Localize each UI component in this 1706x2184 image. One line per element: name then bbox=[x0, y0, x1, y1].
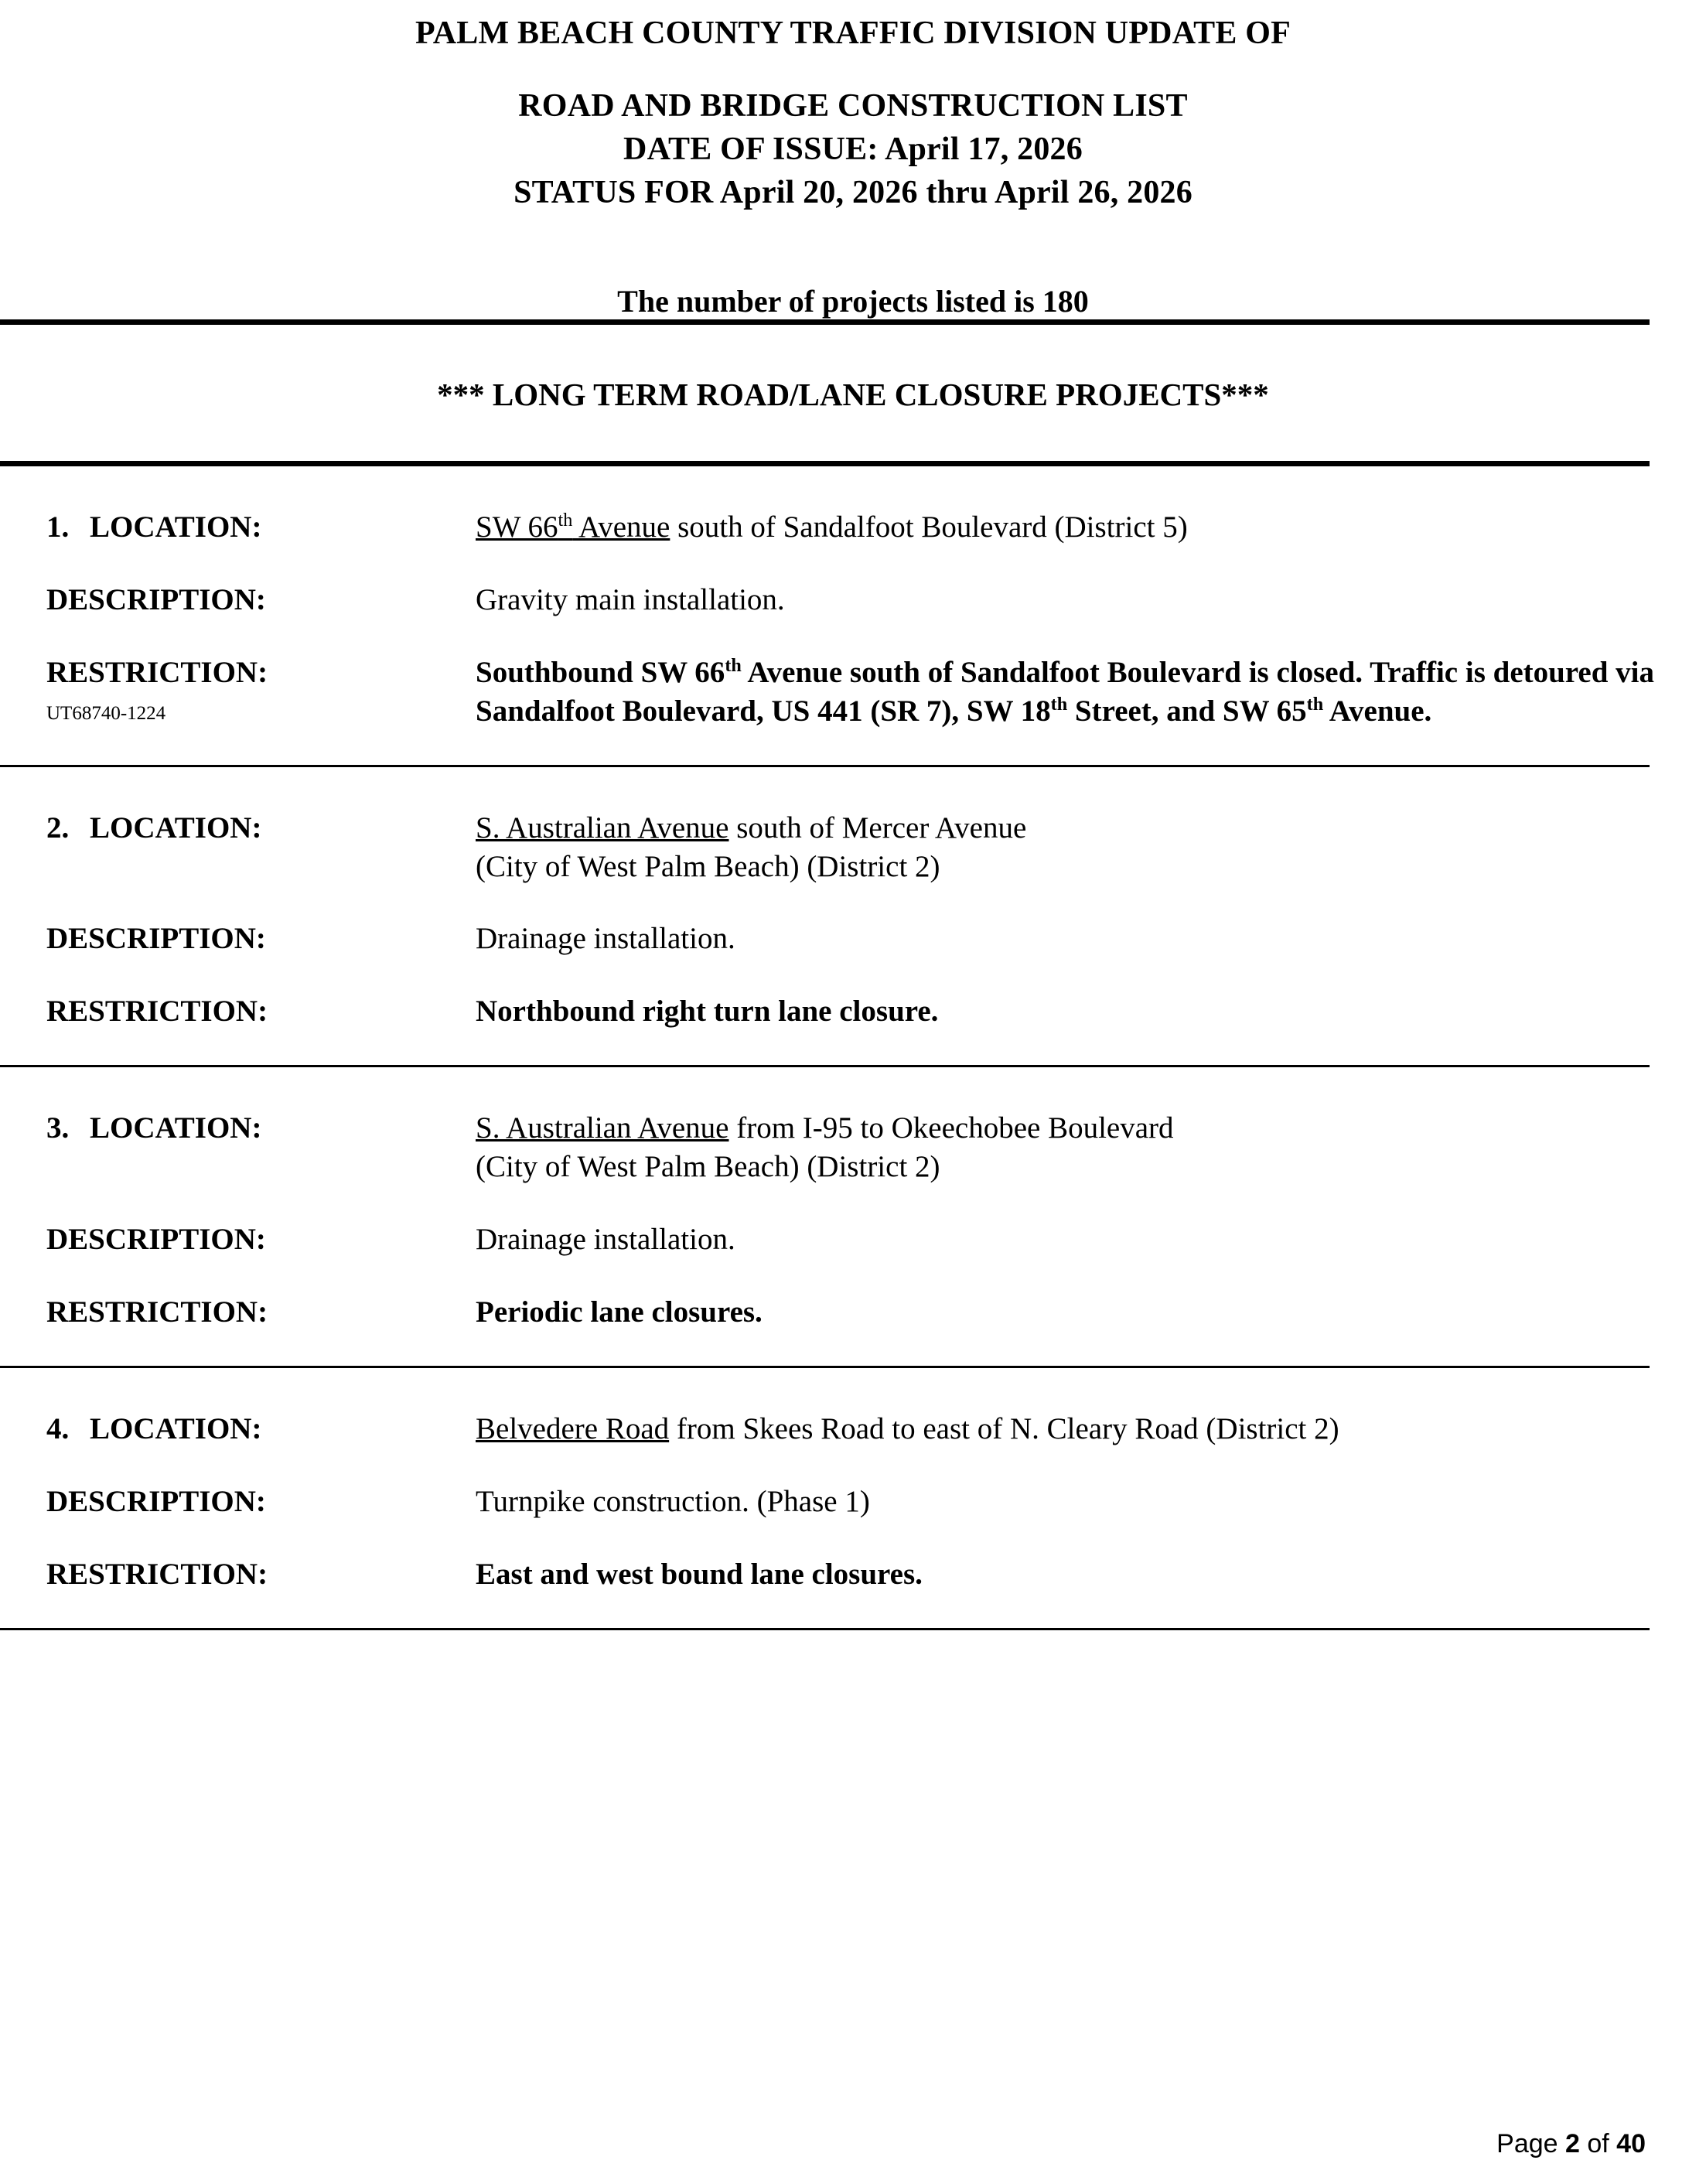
label-colon: : bbox=[255, 1484, 266, 1518]
label-description-text: DESCRIPTION bbox=[46, 582, 256, 616]
label-colon: : bbox=[251, 810, 262, 845]
section-rule-bottom bbox=[0, 461, 1650, 466]
location-detail: from I-95 to Okeechobee Boulevard bbox=[728, 1111, 1174, 1145]
entry-description-row bbox=[0, 1483, 1706, 1521]
project-entry bbox=[0, 1067, 1706, 1366]
project-entry bbox=[0, 466, 1706, 765]
project-code: UT68740-1224 bbox=[46, 702, 166, 724]
entry-description-value-col bbox=[476, 920, 1706, 958]
entry-location-value-line2: (City of West Palm Beach) (District 2) bbox=[476, 849, 940, 883]
entry-restriction-value-col bbox=[476, 992, 1706, 1031]
label-description-text: DESCRIPTION bbox=[46, 1223, 256, 1257]
entry-restriction-value: East and west bound lane closures. bbox=[476, 1557, 923, 1591]
section-title-band bbox=[0, 325, 1706, 461]
label-colon: : bbox=[255, 582, 266, 616]
location-road-name: S. Australian Avenue bbox=[476, 810, 729, 845]
entry-location-row bbox=[0, 1410, 1706, 1449]
entry-location-value-col bbox=[476, 508, 1706, 547]
location-road-name: S. Australian Avenue bbox=[476, 1111, 729, 1145]
entry-location-value-line2: (City of West Palm Beach) (District 2) bbox=[476, 1150, 940, 1184]
ordinal-suffix: th bbox=[558, 510, 573, 531]
entry-location-value-col bbox=[476, 1410, 1706, 1449]
entry-label-restriction bbox=[0, 653, 476, 725]
label-description-text: DESCRIPTION bbox=[46, 922, 256, 956]
entry-description-row bbox=[0, 920, 1706, 958]
entry-description-value: Drainage installation. bbox=[476, 922, 735, 956]
label-restriction-text: RESTRICTION bbox=[46, 995, 258, 1029]
entry-restriction-value-col bbox=[476, 653, 1706, 731]
ordinal-suffix: th bbox=[725, 654, 742, 676]
entry-number: 2. bbox=[46, 810, 70, 845]
entry-location-value-col bbox=[476, 809, 1706, 886]
entry-location-value bbox=[476, 1410, 1660, 1449]
entry-label-description bbox=[0, 581, 476, 619]
location-detail: south of Sandalfoot Boulevard (District 5) bbox=[670, 510, 1188, 544]
entry-description-value: Drainage installation. bbox=[476, 1223, 735, 1257]
label-colon: : bbox=[255, 922, 266, 956]
entry-restriction-row bbox=[0, 992, 1706, 1031]
entry-location-value bbox=[476, 508, 1660, 547]
entry-location-row bbox=[0, 508, 1706, 547]
entry-label-location bbox=[0, 1410, 476, 1449]
location-detail: from Skees Road to east of N. Cleary Road (District 2) bbox=[669, 1411, 1339, 1445]
entry-label-description bbox=[0, 1220, 476, 1259]
entry-location-value-col bbox=[476, 1109, 1706, 1186]
label-restriction-text: RESTRICTION bbox=[46, 1557, 258, 1591]
label-location-text: LOCATION bbox=[90, 810, 252, 845]
section-rule-top bbox=[0, 319, 1650, 325]
entry-label-restriction bbox=[0, 1293, 476, 1332]
footer-page-number: 2 bbox=[1565, 2129, 1580, 2158]
label-colon: : bbox=[258, 1557, 268, 1591]
location-road-name: SW 66th Avenue bbox=[476, 510, 670, 544]
footer-page-total: 40 bbox=[1616, 2129, 1646, 2158]
label-colon: : bbox=[251, 510, 262, 544]
label-location-text: LOCATION bbox=[90, 1111, 252, 1145]
entry-restriction-row bbox=[0, 1293, 1706, 1332]
label-colon: : bbox=[258, 995, 268, 1029]
entry-location-value bbox=[476, 1109, 1660, 1148]
entry-number: 4. bbox=[46, 1411, 70, 1445]
entry-description-value-col bbox=[476, 1220, 1706, 1259]
entry-description-value: Gravity main installation. bbox=[476, 582, 785, 616]
entry-restriction-value: Northbound right turn lane closure. bbox=[476, 995, 939, 1029]
footer-page-middle: of bbox=[1579, 2129, 1617, 2158]
entry-restriction-row bbox=[0, 1555, 1706, 1594]
entry-location-row bbox=[0, 1109, 1706, 1186]
entry-restriction-value-col bbox=[476, 1293, 1706, 1332]
entry-location-row bbox=[0, 809, 1706, 886]
label-colon: : bbox=[255, 1223, 266, 1257]
location-detail: south of Mercer Avenue bbox=[728, 810, 1027, 845]
entry-label-restriction bbox=[0, 1555, 476, 1594]
label-location-text: LOCATION bbox=[90, 510, 252, 544]
document-header bbox=[0, 0, 1706, 319]
entry-restriction-value-col bbox=[476, 1555, 1706, 1594]
entry-restriction-value: Periodic lane closures. bbox=[476, 1295, 763, 1329]
footer-page-prefix: Page bbox=[1496, 2129, 1565, 2158]
entry-description-row bbox=[0, 581, 1706, 619]
location-road-name: Belvedere Road bbox=[476, 1411, 670, 1445]
entry-description-value-col bbox=[476, 1483, 1706, 1521]
header-line-2: ROAD AND BRIDGE CONSTRUCTION LIST bbox=[518, 88, 1188, 124]
entry-description-value-col bbox=[476, 581, 1706, 619]
entry-label-description bbox=[0, 920, 476, 958]
header-line-1: PALM BEACH COUNTY TRAFFIC DIVISION UPDATE OF bbox=[415, 15, 1291, 51]
header-line-3: DATE OF ISSUE: April 17, 2026 bbox=[623, 131, 1083, 167]
entry-restriction-row bbox=[0, 653, 1706, 731]
entry-separator bbox=[0, 1628, 1650, 1630]
entry-label-restriction bbox=[0, 992, 476, 1031]
ordinal-suffix: th bbox=[1306, 693, 1324, 715]
label-colon: : bbox=[251, 1111, 262, 1145]
entry-label-location bbox=[0, 1109, 476, 1148]
page-footer bbox=[0, 2129, 1706, 2159]
entry-description-value: Turnpike construction. (Phase 1) bbox=[476, 1484, 870, 1518]
label-colon: : bbox=[258, 655, 268, 689]
entry-label-location bbox=[0, 809, 476, 848]
label-location-text: LOCATION bbox=[90, 1411, 252, 1445]
entry-label-description bbox=[0, 1483, 476, 1521]
project-entry bbox=[0, 1368, 1706, 1628]
entry-label-location bbox=[0, 508, 476, 547]
entry-number: 1. bbox=[46, 510, 70, 544]
header-line-4: STATUS FOR April 20, 2026 thru April 26, 2026 bbox=[514, 175, 1192, 210]
label-description-text: DESCRIPTION bbox=[46, 1484, 256, 1518]
label-restriction-text: RESTRICTION bbox=[46, 1295, 258, 1329]
ordinal-suffix: th bbox=[1050, 693, 1068, 715]
entry-location-value bbox=[476, 809, 1660, 848]
label-restriction-text: RESTRICTION bbox=[46, 655, 258, 689]
section-title: *** LONG TERM ROAD/LANE CLOSURE PROJECTS*** bbox=[437, 377, 1269, 412]
label-colon: : bbox=[251, 1411, 262, 1445]
label-colon: : bbox=[258, 1295, 268, 1329]
entry-description-row bbox=[0, 1220, 1706, 1259]
project-entries-list bbox=[0, 466, 1706, 1630]
entry-number: 3. bbox=[46, 1111, 70, 1145]
entry-restriction-value: Southbound SW 66th Avenue south of Sandalfoot Boulevard is closed. Traffic is detoured via Sandalfoot Boulevard, US 441 (SR 7), SW 18th Street, and SW 65th Avenue. bbox=[476, 654, 1655, 728]
project-count-text: The number of projects listed is 180 bbox=[617, 284, 1089, 319]
project-entry bbox=[0, 767, 1706, 1066]
